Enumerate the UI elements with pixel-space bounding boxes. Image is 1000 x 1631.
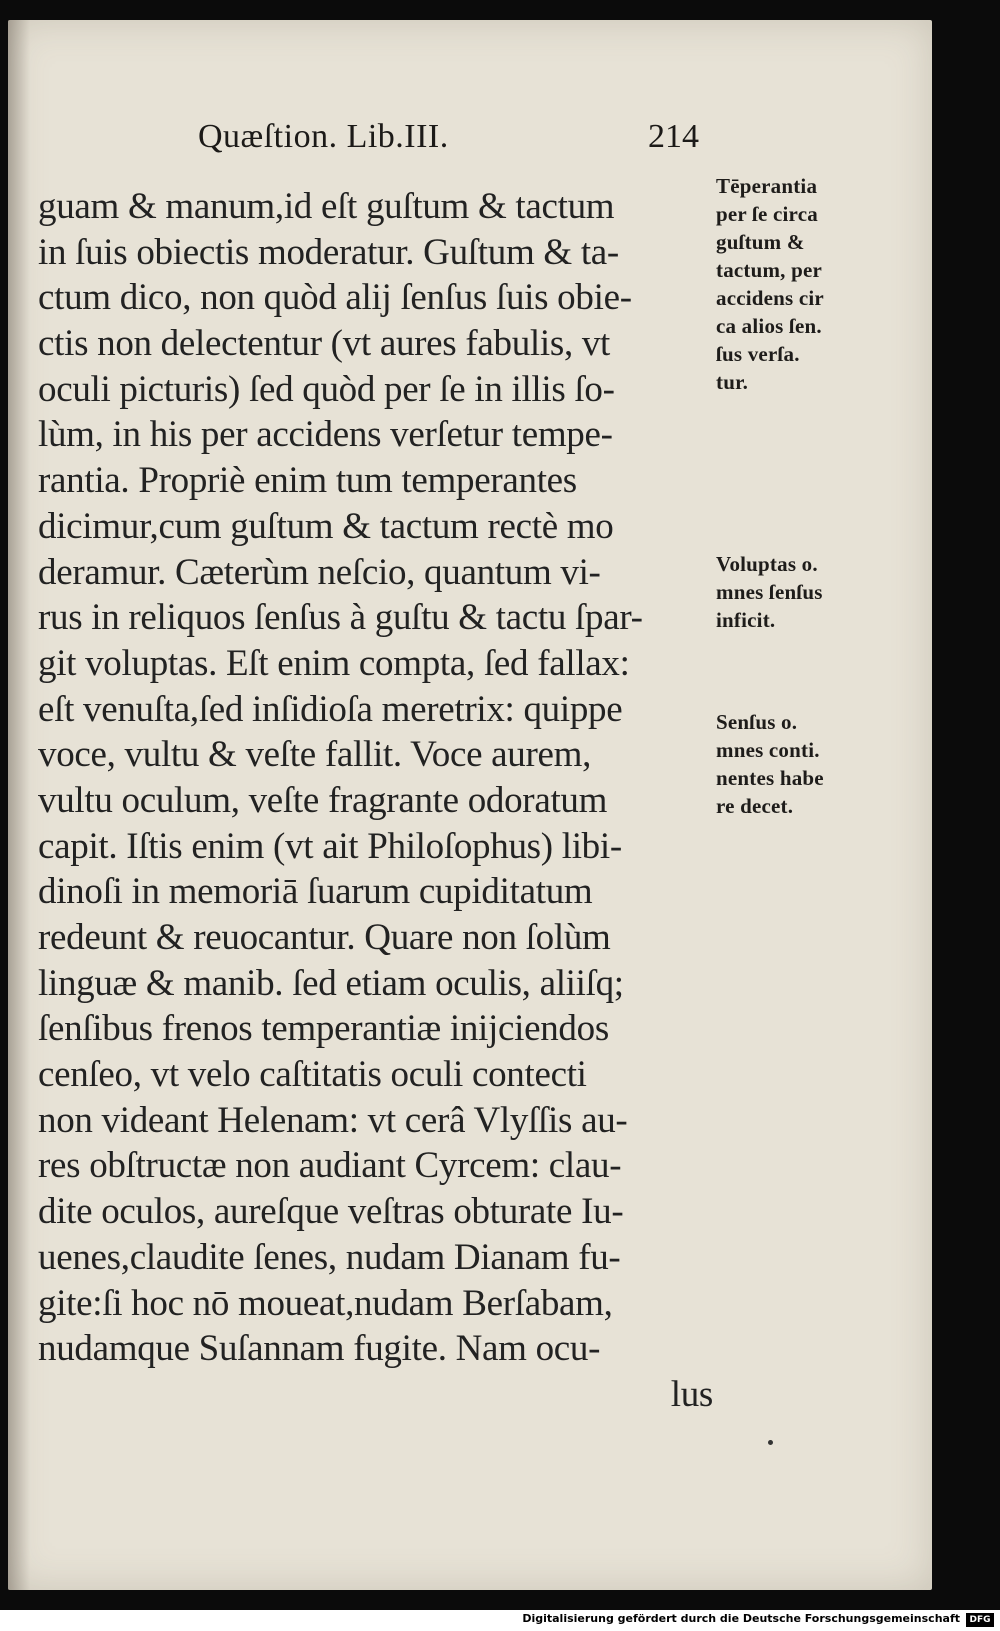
page-number: 214 (648, 118, 699, 155)
text-line: dite oculos, aureſque veſtras obturate Iu- (38, 1191, 624, 1233)
margin-note-line: guſtum & (716, 230, 805, 254)
margin-note-line: nentes habe (716, 766, 824, 790)
margin-note-line: accidens cir (716, 286, 824, 310)
margin-note-line: mnes ſenſus (716, 580, 823, 604)
text-line: non videant Helenam: vt cerâ Vlyſſis au- (38, 1099, 628, 1141)
margin-note-voluptas (716, 550, 866, 634)
margin-note-line: tur. (716, 370, 749, 394)
margin-note-temperantia (716, 172, 866, 396)
text-line: git voluptas. Eſt enim compta, ſed fallax: (38, 642, 630, 684)
paper-speck (768, 1440, 773, 1445)
margin-note-line: re decet. (716, 794, 794, 818)
catchword: lus (670, 1373, 713, 1415)
text-line: gite:ſi hoc nō moueat,nudam Berſabam, (38, 1282, 613, 1324)
text-line: redeunt & reuocantur. Quare non ſolùm (38, 917, 611, 958)
margin-note-sensus (716, 708, 866, 820)
text-line: oculi picturis) ſed quòd per ſe in illis ſo- (38, 368, 615, 410)
margin-note-line: ca alios ſen. (716, 314, 822, 338)
running-head-title: Quæſtion. Lib.III. (198, 118, 449, 155)
margin-note-line: Tēperantia (716, 174, 818, 198)
text-line: dicimur,cum guſtum & tactum rectè mo (38, 505, 614, 547)
footer-credit: Digitalisierung gefördert durch die Deutsche Forschungsgemeinschaft (522, 1612, 960, 1625)
margin-note-line: tactum, per (716, 258, 823, 282)
text-line: ctis non delectentur (vt aures fabulis, vt (38, 323, 611, 365)
text-line: guam & manum,id eſt guſtum & tactum (38, 186, 615, 227)
text-line: rus in reliquos ſenſus à guſtu & tactu ſpar- (38, 597, 643, 639)
text-line: dinoſi in memoriā ſuarum cupiditatum (38, 871, 593, 913)
margin-note-line: ſus verſa. (716, 342, 800, 366)
margin-note-line: inficit. (716, 608, 776, 632)
body-text (38, 184, 718, 1418)
margin-note-line: Voluptas o. (716, 552, 818, 576)
text-line: ctum dico, non quòd alij ſenſus ſuis obie- (38, 277, 632, 319)
margin-note-line: mnes conti. (716, 738, 820, 762)
book-page (8, 20, 932, 1590)
text-line: deramur. Cæterùm neſcio, quantum vi- (38, 551, 601, 593)
text-line: vultu oculum, veſte fragrante odoratum (38, 779, 608, 821)
text-line: rantia. Propriè enim tum temperantes (38, 460, 577, 502)
text-line: eſt venuſta,ſed inſidioſa meretrix: quippe (38, 688, 623, 730)
text-line: cenſeo, vt velo caſtitatis oculi contecti (38, 1054, 587, 1096)
margin-note-line: Senſus o. (716, 710, 798, 734)
text-line: capit. Iſtis enim (vt ait Philoſophus) libi- (38, 825, 622, 867)
text-line: uenes,claudite ſenes, nudam Dianam fu- (38, 1236, 621, 1278)
text-line: voce, vultu & veſte fallit. Voce aurem, (38, 734, 592, 776)
text-line: ſenſibus frenos temperantiæ inijciendos (38, 1008, 609, 1050)
margin-note-line: per ſe circa (716, 202, 818, 226)
text-line: lùm, in his per accidens verſetur tempe- (38, 414, 613, 456)
text-line: res obſtructæ non audiant Cyrcem: clau- (38, 1145, 622, 1187)
digitization-footer (0, 1610, 1000, 1631)
dfg-logo: DFG (966, 1613, 994, 1627)
text-line: in ſuis obiectis moderatur. Guſtum & ta- (38, 231, 619, 273)
text-line: nudamque Suſannam fugite. Nam ocu- (38, 1328, 601, 1370)
running-head (193, 118, 713, 168)
text-line: linguæ & manib. ſed etiam oculis, aliiſq; (38, 962, 624, 1004)
